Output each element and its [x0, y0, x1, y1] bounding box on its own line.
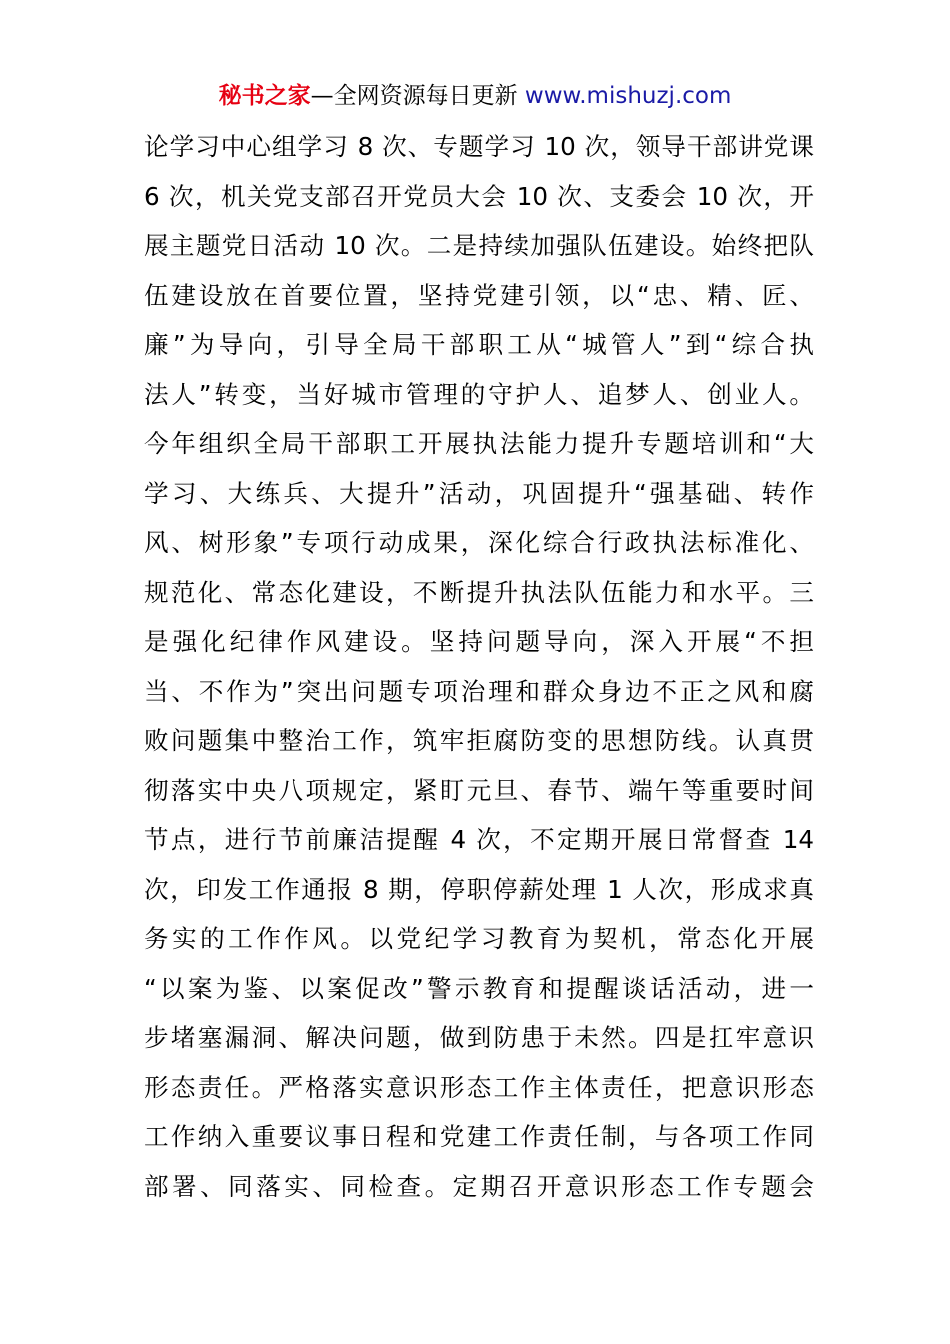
page-header: [0, 80, 950, 112]
text-line: 节点，进行节前廉洁提醒 4 次，不定期开展日常督查 14: [144, 825, 814, 854]
text-line: 当、不作为”突出问题专项治理和群众身边不正之风和腐: [144, 676, 814, 706]
text-line: 伍建设放在首要位置，坚持党建引领，以“忠、精、匠、: [144, 280, 814, 310]
text-line: 论学习中心组学习 8 次、专题学习 10 次，领导干部讲党课: [144, 132, 814, 161]
text-line: 务实的工作作风。以党纪学习教育为契机，常态化开展: [144, 924, 814, 953]
text-line: 风、树形象”专项行动成果，深化综合行政执法标准化、: [144, 528, 814, 557]
text-line: 工作纳入重要议事日程和党建工作责任制，与各项工作同: [144, 1122, 814, 1151]
header-url[interactable]: www.mishuzj.com: [524, 83, 732, 109]
text-line: 规范化、常态化建设，不断提升执法队伍能力和水平。三: [144, 577, 814, 607]
text-line: 部署、同落实、同检查。定期召开意识形态工作专题会: [144, 1171, 814, 1201]
text-line: 廉”为导向，引导全局干部职工从“城管人”到“综合执: [144, 330, 814, 359]
document-body: [144, 122, 814, 1211]
header-tagline: —全网资源每日更新: [310, 83, 518, 109]
text-line: 法人”转变，当好城市管理的守护人、追梦人、创业人。: [144, 379, 814, 409]
text-line: 次，印发工作通报 8 期，停职停薪处理 1 人次，形成求真: [144, 874, 814, 904]
text-line: 展主题党日活动 10 次。二是持续加强队伍建设。始终把队: [144, 231, 814, 260]
text-line: 学习、大练兵、大提升”活动，巩固提升“强基础、转作: [144, 478, 814, 508]
brand-name: 秘书之家: [218, 83, 311, 109]
text-line: “以案为鉴、以案促改”警示教育和提醒谈话活动，进一: [144, 973, 814, 1003]
text-line: 6 次，机关党支部召开党员大会 10 次、支委会 10 次，开: [144, 181, 814, 211]
text-line: 形态责任。严格落实意识形态工作主体责任，把意识形态: [144, 1072, 814, 1102]
text-line: 是强化纪律作风建设。坚持问题导向，深入开展“不担: [144, 627, 814, 656]
text-line: 今年组织全局干部职工开展执法能力提升专题培训和“大: [144, 429, 814, 458]
text-line: 败问题集中整治工作，筑牢拒腐防变的思想防线。认真贯: [144, 726, 814, 755]
text-line: 彻落实中央八项规定，紧盯元旦、春节、端午等重要时间: [144, 775, 814, 805]
text-line: 步堵塞漏洞、解决问题，做到防患于未然。四是扛牢意识: [144, 1023, 814, 1052]
